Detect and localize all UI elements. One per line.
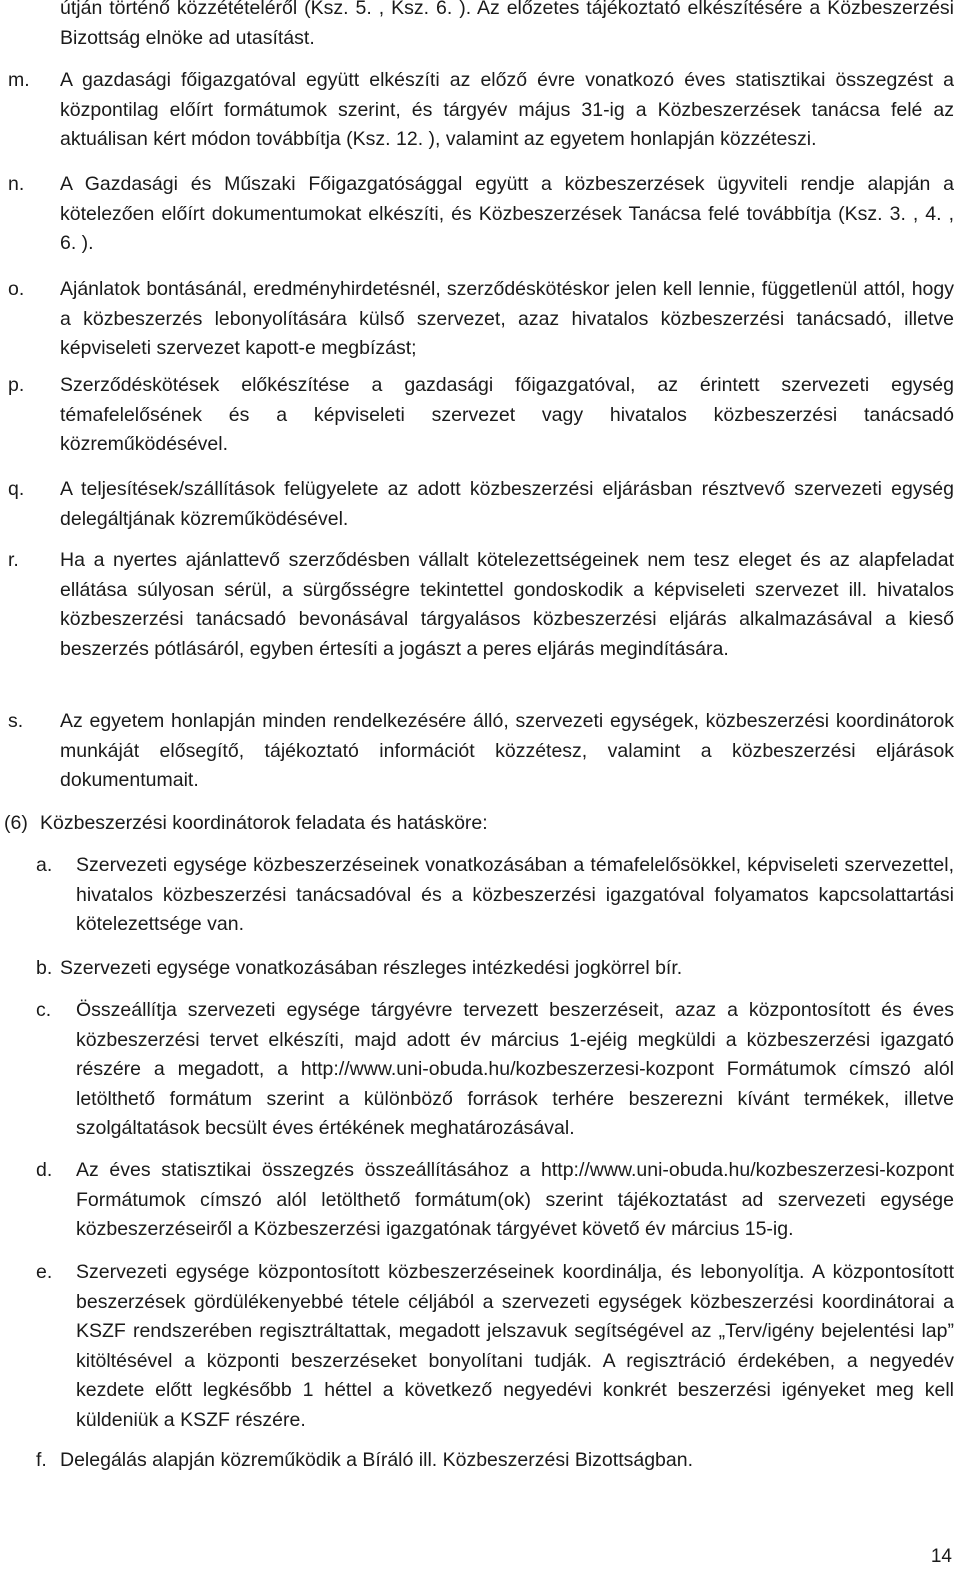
intro-paragraph: útján történő közzétételéről (Ksz. 5. , Ksz. 6. ). Az előzetes tájékoztató elkészítésére a Közbeszerzési Bizottság elnöke ad utasítást. — [60, 0, 954, 49]
list-item-p: Szerződéskötések előkészítése a gazdasági főigazgatóval, az érintett szervezeti egység témafelelősének és a képviseleti szervezet vagy hivatalos közbeszerzési tanácsadó közreműködésével. — [60, 374, 954, 455]
list-item-o: Ajánlatok bontásánál, eredményhirdetésnél, szerződéskötéskor jelen kell lennie, függetlenül attól, hogy a közbeszerzés lebonyolítására külső szervezet, azaz hivatalos közbeszerzési tanácsadó, illetve képviseleti szervezet kapott-e megbízást; — [60, 278, 954, 359]
sublist-item-f: Delegálás alapján közreműködik a Bíráló ill. Közbeszerzési Bizottságban. — [60, 1449, 693, 1471]
list-marker-p: p. — [8, 374, 25, 396]
sublist-item-c: Összeállítja szervezeti egysége tárgyévre tervezett beszerzéseit, azaz a központosított és éves közbeszerzési tervet elkészíti, majd adott év március 1-ejéig megküldi a közbeszerzési igazgató részére a megadott, a http://www.uni-obuda.hu/kozbeszerzesi-kozpont Formátumok címszó alól letölthető formátum szerint a különböző források terhére beszerezni kívánt termékek, illetve szolgáltatások becsült éves értékének meghatározásával. — [76, 999, 954, 1139]
sublist-marker-d: d. — [36, 1159, 53, 1181]
sublist-item-a: Szervezeti egysége közbeszerzéseinek vonatkozásában a témafelelősökkel, képviseleti szervezettel, hivatalos közbeszerzési tanácsadóval és a közbeszerzési igazgatóval folyamatos kapcsolattartási kötelezettsége van. — [76, 854, 954, 935]
list-marker-m: m. — [8, 69, 30, 91]
list-item-m: A gazdasági főigazgatóval együtt elkészíti az előző évre vonatkozó éves statisztikai összegzést a központilag előírt formátumok szerint, és tárgyév május 31-ig a Közbeszerzések tanácsa felé az aktuálisan kért módon továbbítja (Ksz. 12. ), valamint az egyetem honlapján közzéteszi. — [60, 69, 954, 150]
sublist-marker-b: b. — [36, 957, 53, 979]
sublist-item-b: Szervezeti egysége vonatkozásában részleges intézkedési jogkörrel bír. — [60, 957, 683, 979]
sublist-marker-f: f. — [36, 1449, 47, 1471]
sublist-marker-c: c. — [36, 999, 52, 1021]
list-marker-o: o. — [8, 278, 25, 300]
list-item-n: A Gazdasági és Műszaki Főigazgatósággal együtt a közbeszerzések ügyviteli rendje alapján a kötelezően előírt dokumentumokat elkészíti, és Közbeszerzések Tanácsa felé továbbítja (Ksz. 3. , 4. , 6. ). — [60, 173, 954, 254]
sublist-marker-a: a. — [36, 854, 53, 876]
list-marker-q: q. — [8, 478, 25, 500]
sublist-item-e: Szervezeti egysége központosított közbeszerzéseinek koordinálja, és lebonyolítja. A központosított beszerzések gördülékenyebbé tétele céljából a szervezeti egységek közbeszerzési koordinátorai a KSZF rendszerében regisztráltattak, megadott jelszavuk segítségével az „Terv/igény bejelentési lap” kitöltésével a központi beszerzéseket bonyolítani tudják. A regisztráció érdekében, a negyedév kezdete előtt legkésőbb 1 héttel a következő negyedévi konkrét beszerzési igényeket meg kell küldeniük a KSZF részére. — [76, 1261, 954, 1431]
page-number: 14 — [930, 1546, 952, 1567]
section-number: (6) — [4, 812, 28, 834]
list-marker-r: r. — [8, 549, 19, 571]
section-heading: Közbeszerzési koordinátorok feladata és hatásköre: — [40, 812, 488, 834]
list-item-r: Ha a nyertes ajánlattevő szerződésben vállalt kötelezettségeinek nem tesz eleget és az alapfeladat ellátása súlyosan sérül, a sürgősségre tekintettel gondoskodik a képviseleti szervezet ill. hivatalos közbeszerzési tanácsadó bevonásával tárgyalásos közbeszerzési eljárás alkalmazásával a kieső beszerzés pótlásáról, egyben értesíti a jogászt a peres eljárás megindítására. — [60, 549, 954, 660]
sublist-marker-e: e. — [36, 1261, 53, 1283]
list-item-q: A teljesítések/szállítások felügyelete az adott közbeszerzési eljárásban résztvevő szervezeti egység delegáltjának közreműködésével. — [60, 478, 954, 530]
sublist-item-d: Az éves statisztikai összegzés összeállításához a http://www.uni-obuda.hu/kozbeszerzesi-kozpont Formátumok címszó alól letölthető formátum(ok) szerint tájékoztatást ad szervezeti egysége közbeszerzéseiről a Közbeszerzési igazgatónak tárgyévet követő év március 15-ig. — [76, 1159, 954, 1240]
list-marker-s: s. — [8, 710, 24, 732]
list-item-s: Az egyetem honlapján minden rendelkezésére álló, szervezeti egységek, közbeszerzési koordinátorok munkáját elősegítő, tájékoztató információt közzétesz, valamint a közbeszerzési eljárások dokumentumait. — [60, 710, 954, 791]
list-marker-n: n. — [8, 173, 25, 195]
